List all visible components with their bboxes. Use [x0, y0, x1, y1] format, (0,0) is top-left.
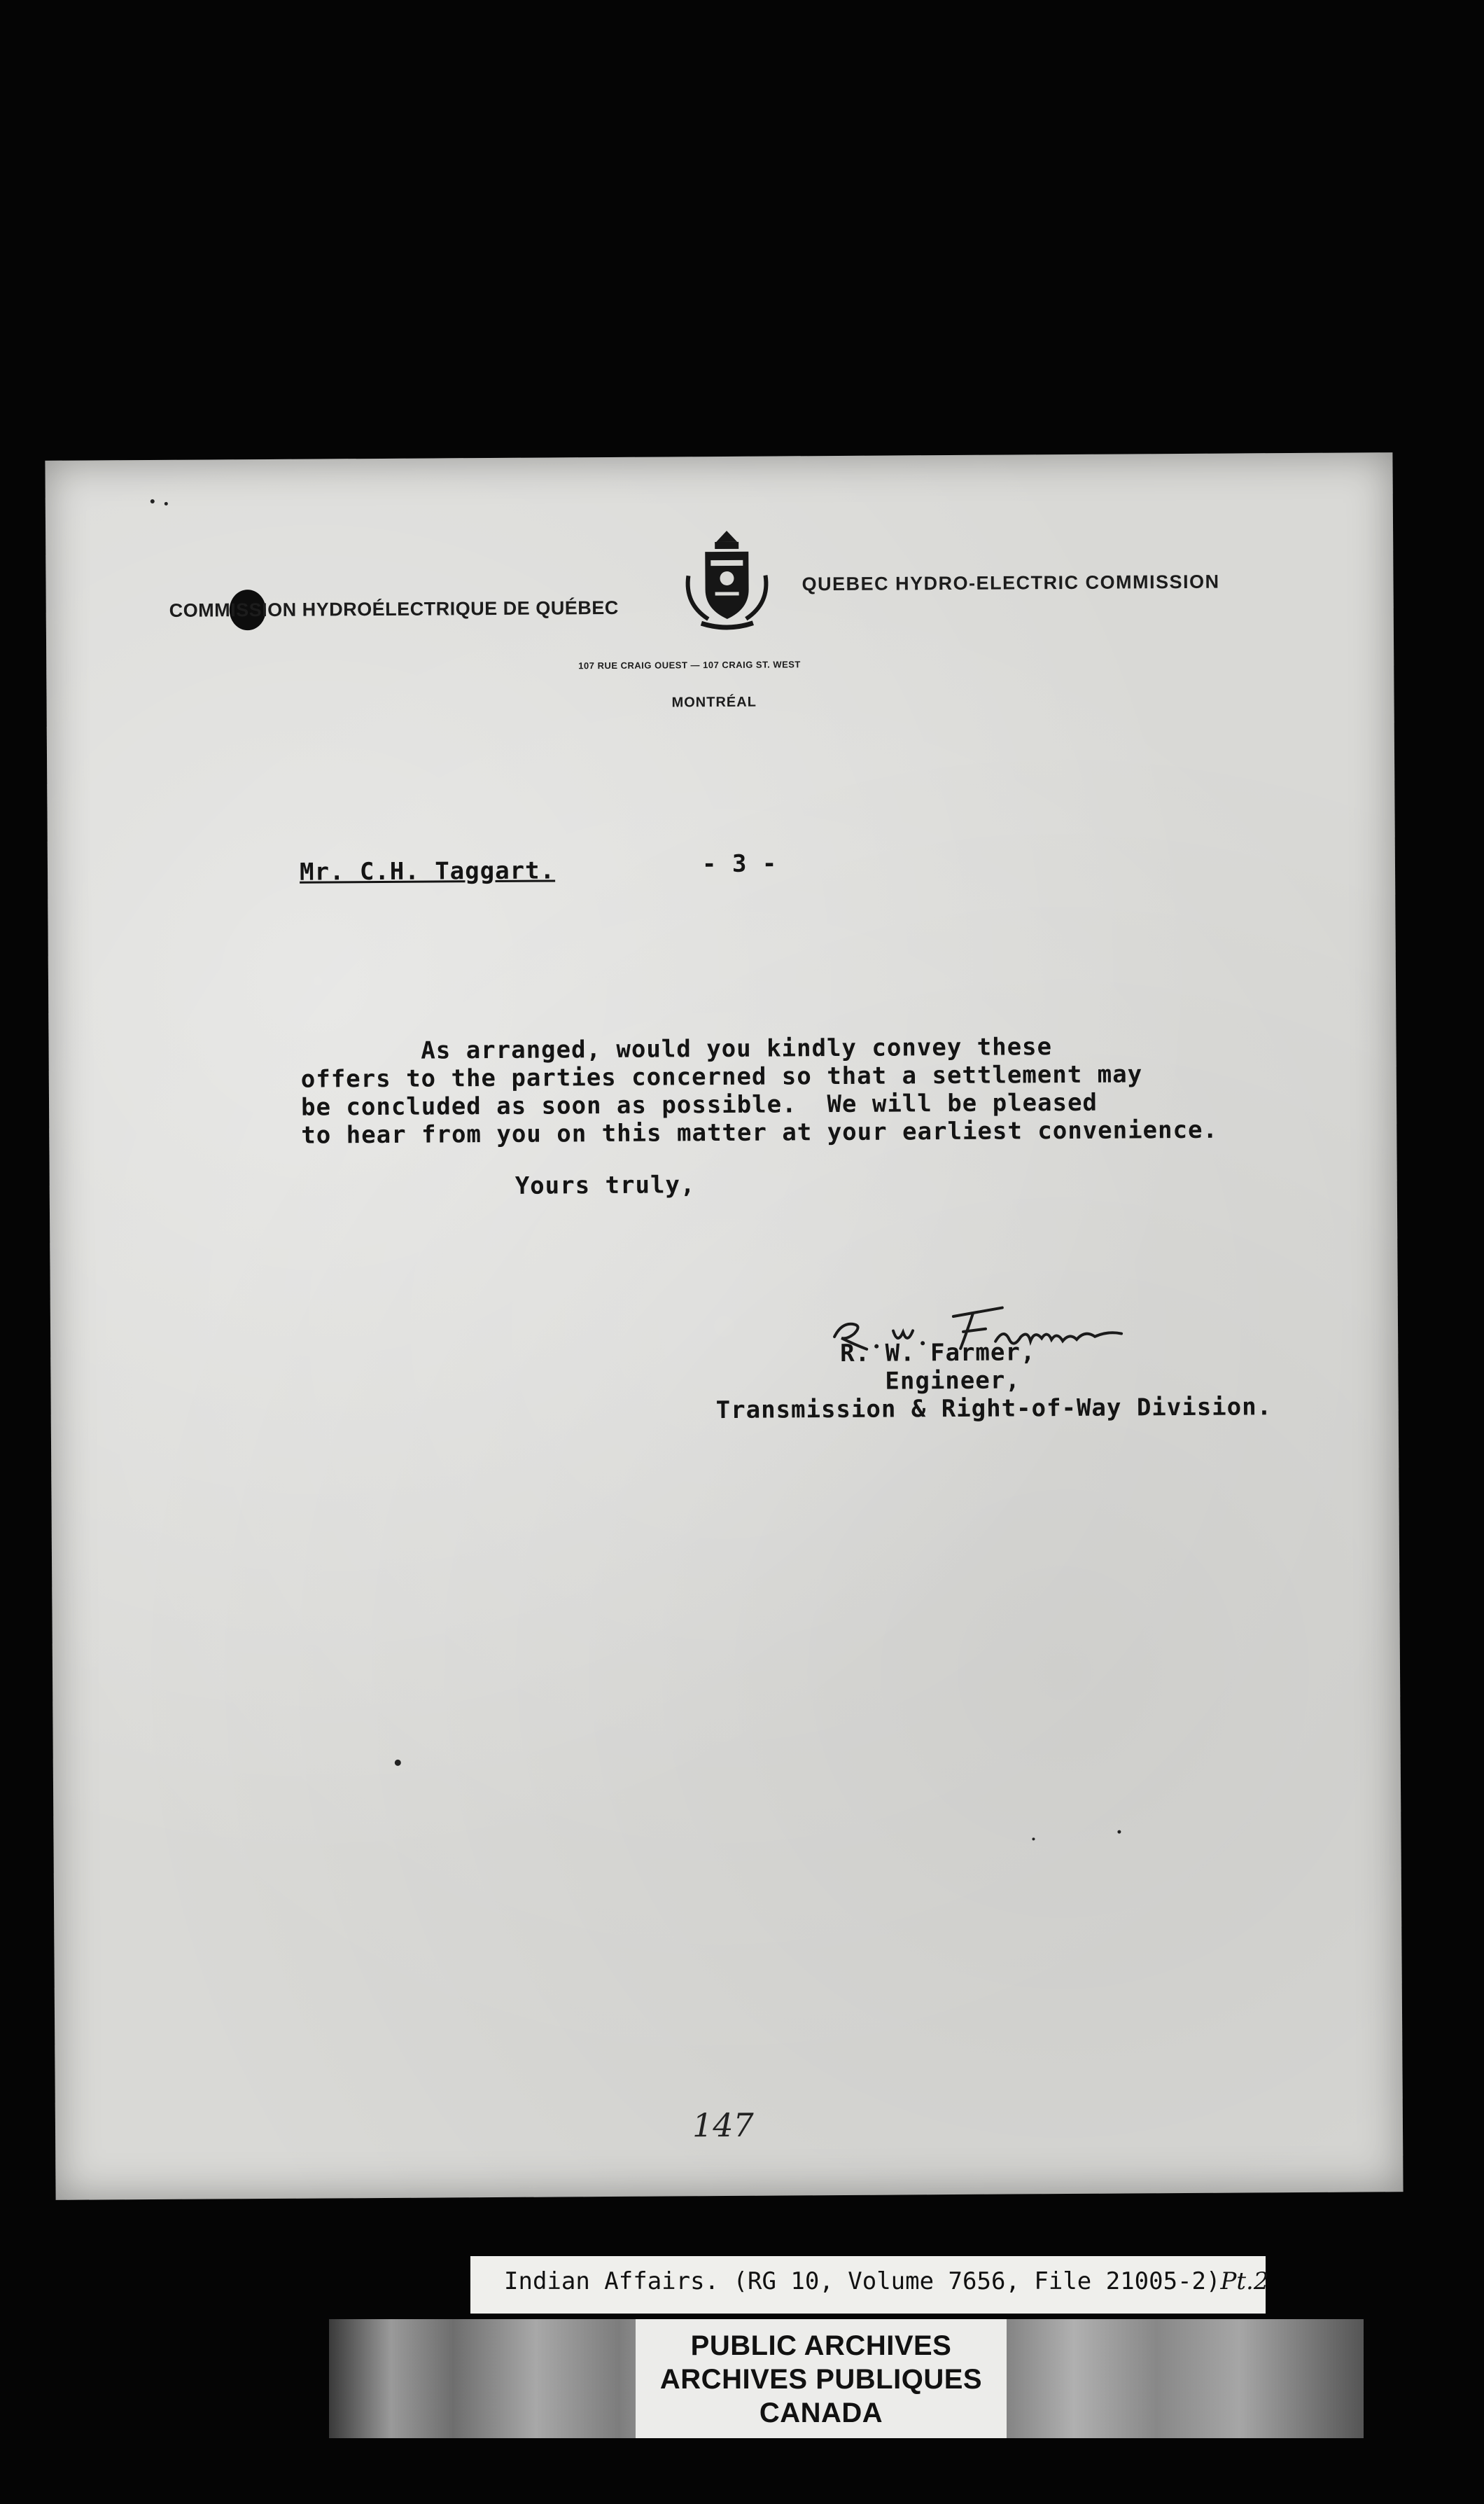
- reference-handwritten: Pt.2: [1220, 2267, 1269, 2295]
- folio-number: 147: [692, 2106, 754, 2145]
- archive-stamp: [636, 2319, 1007, 2438]
- body-line: offers to the parties concerned so that a settlement may: [300, 1060, 1143, 1094]
- archive-stamp-band: [329, 2319, 1364, 2438]
- reference-typed: Indian Affairs. (RG 10, Volume 7656, File 21005-2): [504, 2267, 1221, 2295]
- paper-specks: [45, 452, 1392, 461]
- letterhead-french-name: COMMISSION HYDROÉLECTRIQUE DE QUÉBEC: [169, 597, 619, 621]
- signer-division: Transmission & Right-of-Way Division.: [715, 1393, 1273, 1425]
- body-line: be concluded as soon as possible. We will be pleased: [300, 1088, 1098, 1122]
- letterhead-address: 107 RUE CRAIG OUEST — 107 CRAIG ST. WEST: [578, 659, 801, 672]
- stamp-line-english: PUBLIC ARCHIVES: [690, 2330, 952, 2361]
- letter-sheet: [45, 452, 1403, 2200]
- archive-reference-label: [470, 2256, 1269, 2314]
- stamp-line-country: CANADA: [759, 2398, 883, 2428]
- body-line: to hear from you on this matter at your earliest convenience.: [301, 1115, 1219, 1150]
- stamp-line-french: ARCHIVES PUBLIQUES: [659, 2364, 983, 2395]
- signer-title: Engineer,: [885, 1366, 1021, 1396]
- addressee: Mr. C.H. Taggart.: [299, 856, 556, 886]
- closing: Yours truly,: [514, 1171, 696, 1200]
- page-number: - 3 -: [701, 849, 778, 879]
- archive-reference-text: [504, 2267, 1268, 2295]
- signer-name: R. W. Farmer,: [840, 1338, 1036, 1368]
- letterhead-city: MONTRÉAL: [671, 694, 757, 711]
- quebec-crest-icon: [674, 526, 780, 632]
- body-line: As arranged, would you kindly convey these: [300, 1033, 1053, 1066]
- letterhead-english-name: QUEBEC HYDRO-ELECTRIC COMMISSION: [802, 571, 1220, 595]
